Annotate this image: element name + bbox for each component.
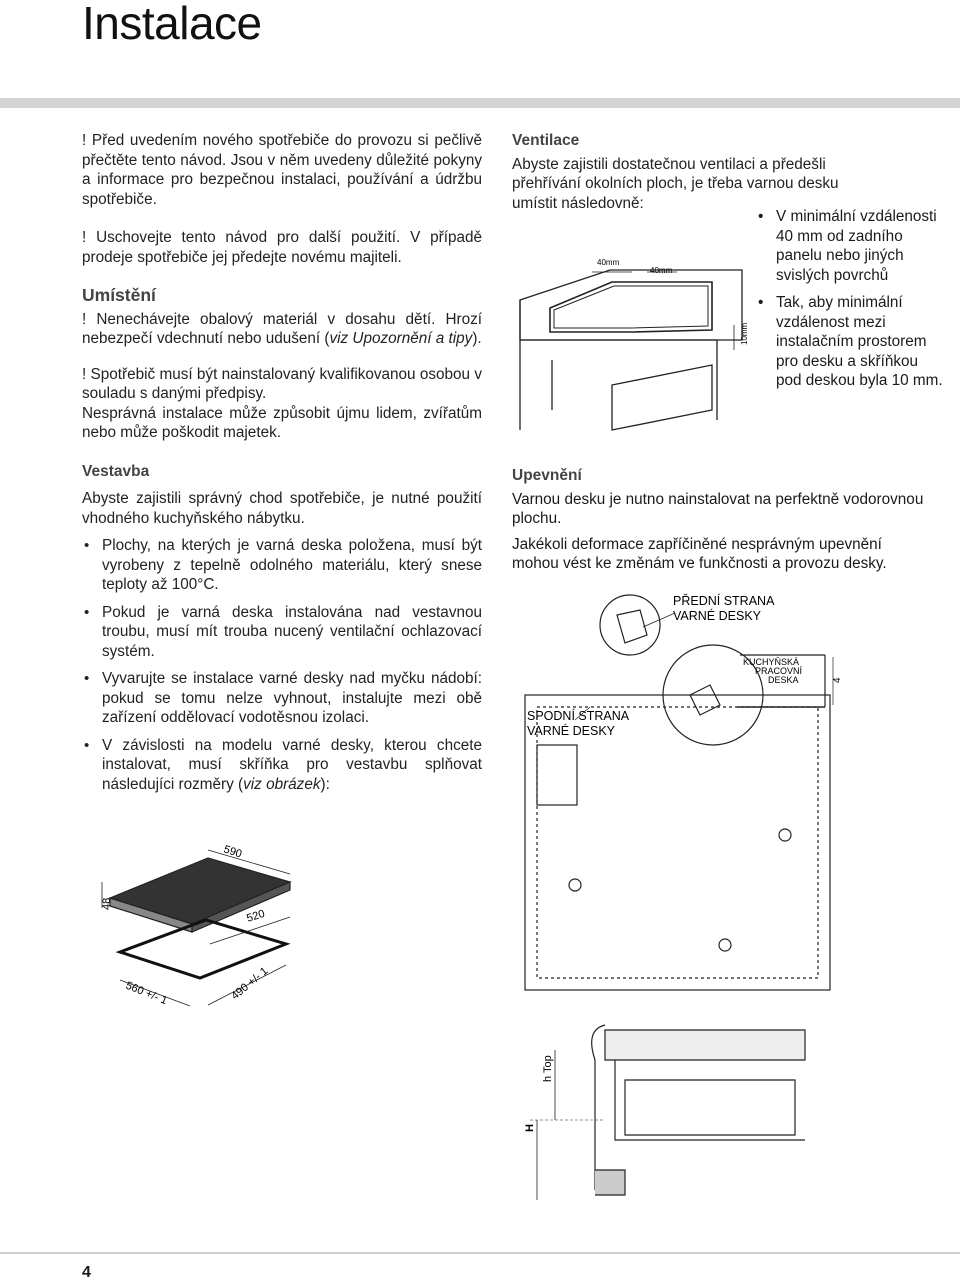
label-bottom-side-1: SPODNÍ STRANA — [527, 709, 630, 723]
list-item: • Tak, aby minimální vzdálenost mezi instalačním prostorem pro desku a skříňkou pod deskou byla 10 mm. — [756, 293, 946, 391]
footer-divider — [0, 1252, 960, 1254]
section-heading-umisteni: Umístění — [82, 285, 156, 305]
page-title: Instalace — [82, 0, 262, 49]
section-heading-ventilace: Ventilace — [512, 132, 580, 149]
fixing-bracket-diagram — [515, 585, 845, 1005]
dimension-label-40mm-b: 40mm — [650, 266, 673, 275]
dimension-label-40mm-a: 40mm — [597, 258, 620, 267]
ventilace-bullet-list — [756, 207, 946, 399]
intro-paragraph-1: ! Před uvedením nového spotřebiče do provozu si pečlivě přečtěte tento návod. Jsou v něm uvedeny důležité pokyny a informace pro bezpečnou instalaci, používání a údržbu spotřebiče. — [82, 132, 482, 208]
list-item: • V minimální vzdálenosti 40 mm od zadního panelu nebo jiných svislých povrchů — [756, 207, 946, 285]
intro-paragraph-2: ! Uschovejte tento návod pro další použití. V případě prodeje spotřebiče jej předejte novému majiteli. — [82, 229, 482, 266]
label-bottom-side-2: VARNÉ DESKY — [527, 724, 615, 738]
page-number: 4 — [82, 1264, 91, 1281]
upevneni-paragraph-2: Jakékoli deformace zapříčiněné nesprávným upevnění mohou vést ke změnám ve funkčnosti a provozu desky. — [512, 535, 887, 572]
vestavba-bullet-list — [82, 536, 482, 794]
cutout-dimensions-diagram — [90, 840, 390, 1025]
umisteni-paragraph-3: Nesprávná instalace může způsobit újmu lidem, zvířatům nebo může poškodit majetek. — [82, 404, 482, 441]
left-column — [82, 131, 482, 802]
dimension-label-560: 560 +/- 1 — [123, 979, 169, 1008]
dimension-label-h-top: h Top — [542, 1055, 554, 1082]
label-front-side-1: PŘEDNÍ STRANA — [673, 594, 775, 608]
label-front-side-2: VARNÉ DESKY — [673, 609, 761, 623]
list-item: • V závislosti na modelu varné desky, kterou chcete instalovat, musí skříňka pro vestavbu splňovat následujíci rozměry (viz obrázek): — [82, 736, 482, 795]
title-divider — [0, 98, 960, 108]
ventilation-diagram — [512, 240, 752, 440]
umisteni-paragraph-1: ! Nenechávejte obalový materiál v dosahu dětí. Hrozí nebezpečí vdechnutí nebo udušení (viz Upozornění a tipy). — [82, 310, 482, 347]
label-worktop-1: KUCHYŇSKÁ — [743, 657, 800, 667]
dimension-label-10mm: 10mm — [740, 322, 749, 345]
right-column — [512, 131, 932, 213]
list-item: • Vyvarujte se instalace varné desky nad myčku nádobí: pokud se tomu nelze vyhnout, instalujte mezi obě zařízení oddělovací vodotěsnou izolaci. — [82, 669, 482, 728]
dimension-label-520: 520 — [245, 907, 267, 925]
umisteni-paragraph-2: ! Spotřebič musí být nainstalovaný kvalifikovanou osobou v souladu s danými předpisy. — [82, 365, 482, 402]
list-item: • Plochy, na kterých je varná deska položena, musí být vyrobeny z tepelně odolného materiálu, který snese teploty až 100°C. — [82, 536, 482, 595]
dimension-label-48: 48 — [101, 897, 113, 910]
dimension-label-590: 590 — [222, 843, 244, 861]
upevneni-paragraph-1: Varnou desku je nutno nainstalovat na perfektně vodorovnou plochu. — [512, 490, 924, 527]
section-heading-vestavba: Vestavba — [82, 462, 150, 480]
section-heading-upevneni: Upevnění — [512, 467, 582, 484]
section-view-diagram — [515, 1020, 815, 1210]
dimension-label-H: H — [524, 1124, 536, 1132]
label-worktop-3: DESKA — [768, 675, 799, 685]
ventilace-paragraph: Abyste zajistili dostatečnou ventilaci a předešli přehřívání okolních ploch, je třeba varnou desku umístit následovně: — [512, 155, 839, 212]
label-worktop-2: PRACOVNÍ — [755, 666, 803, 676]
dimension-label-4: 4 — [832, 677, 843, 683]
vestavba-paragraph: Abyste zajistili správný chod spotřebiče, je nutné použití vhodného kuchyňského nábytku. — [82, 490, 482, 527]
list-item: • Pokud je varná deska instalována nad vestavnou troubu, musí mít trouba nucený ventilační ochlazovací systém. — [82, 603, 482, 662]
dimension-label-490: 490 +/- 1 — [229, 964, 271, 1003]
upevneni-section — [512, 466, 932, 574]
